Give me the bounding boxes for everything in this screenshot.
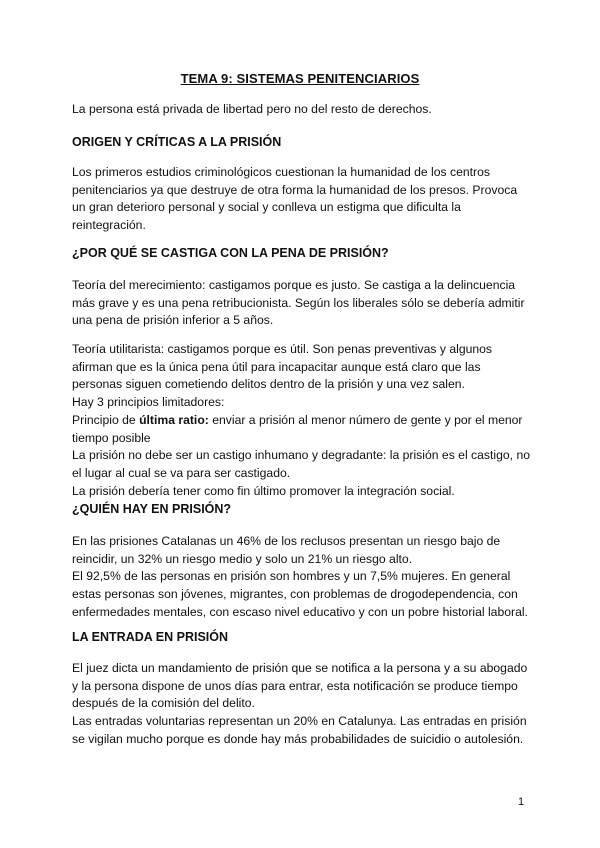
text-line: Teoría del merecimiento: castigamos porque es justo. Se castiga a la delincuencia xyxy=(72,278,516,292)
section-paragraph-origen xyxy=(72,164,532,235)
text-line: Hay 3 principios limitadores: xyxy=(72,395,225,410)
principle-bold-term: última ratio: xyxy=(139,412,209,427)
text-line-principle xyxy=(72,412,532,430)
text-line: tiempo posible xyxy=(72,430,151,445)
text-line: se vigilan mucho porque es donde hay más probabilidades de suicidio o autolesión. xyxy=(72,731,524,746)
text-line: El juez dicta un mandamiento de prisión que se notifica a la persona y a su abogado xyxy=(72,661,528,675)
text-line: una pena de prisión inferior a 5 años. xyxy=(72,313,274,328)
text-line: afirman que es la única pena útil para incapacitar aunque está claro que las xyxy=(72,359,481,374)
principle-prefix: Principio de xyxy=(72,412,140,427)
text-line: personas siguen cometiendo delitos dentro de la prisión y una vez salen. xyxy=(72,377,465,392)
section-heading-quien: ¿QUIÉN HAY EN PRISIÓN? xyxy=(72,502,232,516)
text-line: penitenciarios ya que destruye de otra forma la humanidad de los presos. Provoca xyxy=(72,182,518,197)
text-line: y la persona dispone de unos días para entrar, esta notificación se produce tiempo xyxy=(72,678,518,693)
principle-rest: enviar a prisión al menor número de gente y por el menor xyxy=(208,412,523,427)
text-line: La prisión debería tener como fin último promover la integración social. xyxy=(72,483,455,498)
text-line: Los primeros estudios criminológicos cuestionan la humanidad de los centros xyxy=(72,165,490,179)
section-heading-origen: ORIGEN Y CRÍTICAS A LA PRISIÓN xyxy=(72,135,282,149)
text-line: un gran deterioro personal y social y conlleva un estigma que dificulta la xyxy=(72,200,461,215)
section-heading-entrada: LA ENTRADA EN PRISIÓN xyxy=(72,630,229,644)
text-line: Teoría utilitarista: castigamos porque es útil. Son penas preventivas y algunos xyxy=(72,342,493,356)
text-line: más grave y es una pena retribucionista. Según los liberales sólo se debería admitir xyxy=(72,295,525,310)
document-title: TEMA 9: SISTEMAS PENITENCIARIOS xyxy=(180,71,420,86)
text-line: reintegración. xyxy=(72,218,146,233)
section-paragraph-entrada xyxy=(72,660,532,749)
text-line: El 92,5% de las personas en prisión son hombres y un 7,5% mujeres. En general xyxy=(72,569,511,584)
text-line: La prisión no debe ser un castigo inhumano y degradante: la prisión es el castigo, no xyxy=(72,448,531,463)
page-number: 1 xyxy=(518,796,525,808)
text-line: Las entradas voluntarias representan un 20% en Catalunya. Las entradas en prisión xyxy=(72,714,527,729)
section-heading-por-que: ¿POR QUÉ SE CASTIGA CON LA PENA DE PRISIÓN? xyxy=(72,246,389,260)
text-line: el lugar al cual se va para ser castigado. xyxy=(72,465,291,480)
paragraph-teoria-utilitarista xyxy=(72,341,532,500)
intro-paragraph: La persona está privada de libertad pero no del resto de derechos. xyxy=(72,102,432,116)
text-line: enfermedades mentales, con escaso nivel educativo y con un pobre historial laboral. xyxy=(72,604,528,619)
section-paragraph-quien xyxy=(72,533,532,622)
text-line: reincidir, un 32% un riesgo medio y solo un 21% un riesgo alto. xyxy=(72,551,413,566)
text-line: En las prisiones Catalanas un 46% de los reclusos presentan un riesgo bajo de xyxy=(72,534,501,548)
text-line: estas personas son jóvenes, migrantes, con problemas de drogodependencia, con xyxy=(72,587,518,602)
paragraph-teoria-merecimiento xyxy=(72,277,532,330)
text-line: después de la comisión del delito. xyxy=(72,696,255,711)
